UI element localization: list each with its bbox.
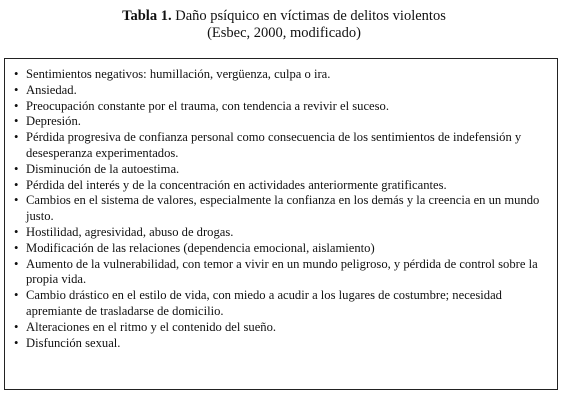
list-item: • Cambio drástico en el estilo de vida, con miedo a acudir a los lugares de costumbre; necesidad apremiante de trasladarse de domicilio. xyxy=(13,288,551,320)
list-item: • Ansiedad. xyxy=(13,83,551,99)
caption-title-line xyxy=(0,8,568,25)
list-item: • Aumento de la vulnerabilidad, con temor a vivir en un mundo peligroso, y pérdida de control sobre la propia vida. xyxy=(13,257,551,289)
list-item: • Disminución de la autoestima. xyxy=(13,162,551,178)
list-item: • Depresión. xyxy=(13,114,551,130)
list-item: • Cambios en el sistema de valores, especialmente la confianza en los demás y la creencia en un mundo justo. xyxy=(13,193,551,225)
table-box xyxy=(4,58,558,390)
list-item: • Pérdida progresiva de confianza personal como consecuencia de los sentimientos de indefensión y desesperanza experimentados. xyxy=(13,130,551,162)
list-item: • Sentimientos negativos: humillación, vergüenza, culpa o ira. xyxy=(13,67,551,83)
list-item: • Disfunción sexual. xyxy=(13,336,551,352)
list-item: • Pérdida del interés y de la concentración en actividades anteriormente gratificantes. xyxy=(13,178,551,194)
symptom-list xyxy=(13,67,551,351)
list-item: • Hostilidad, agresividad, abuso de drogas. xyxy=(13,225,551,241)
list-item: • Modificación de las relaciones (dependencia emocional, aislamiento) xyxy=(13,241,551,257)
list-item: • Preocupación constante por el trauma, con tendencia a revivir el suceso. xyxy=(13,99,551,115)
caption-title: Daño psíquico en víctimas de delitos violentos xyxy=(175,8,446,24)
table-caption xyxy=(0,8,568,42)
caption-source: (Esbec, 2000, modificado) xyxy=(207,25,361,41)
caption-label: Tabla 1. xyxy=(122,8,172,24)
list-item: • Alteraciones en el ritmo y el contenido del sueño. xyxy=(13,320,551,336)
